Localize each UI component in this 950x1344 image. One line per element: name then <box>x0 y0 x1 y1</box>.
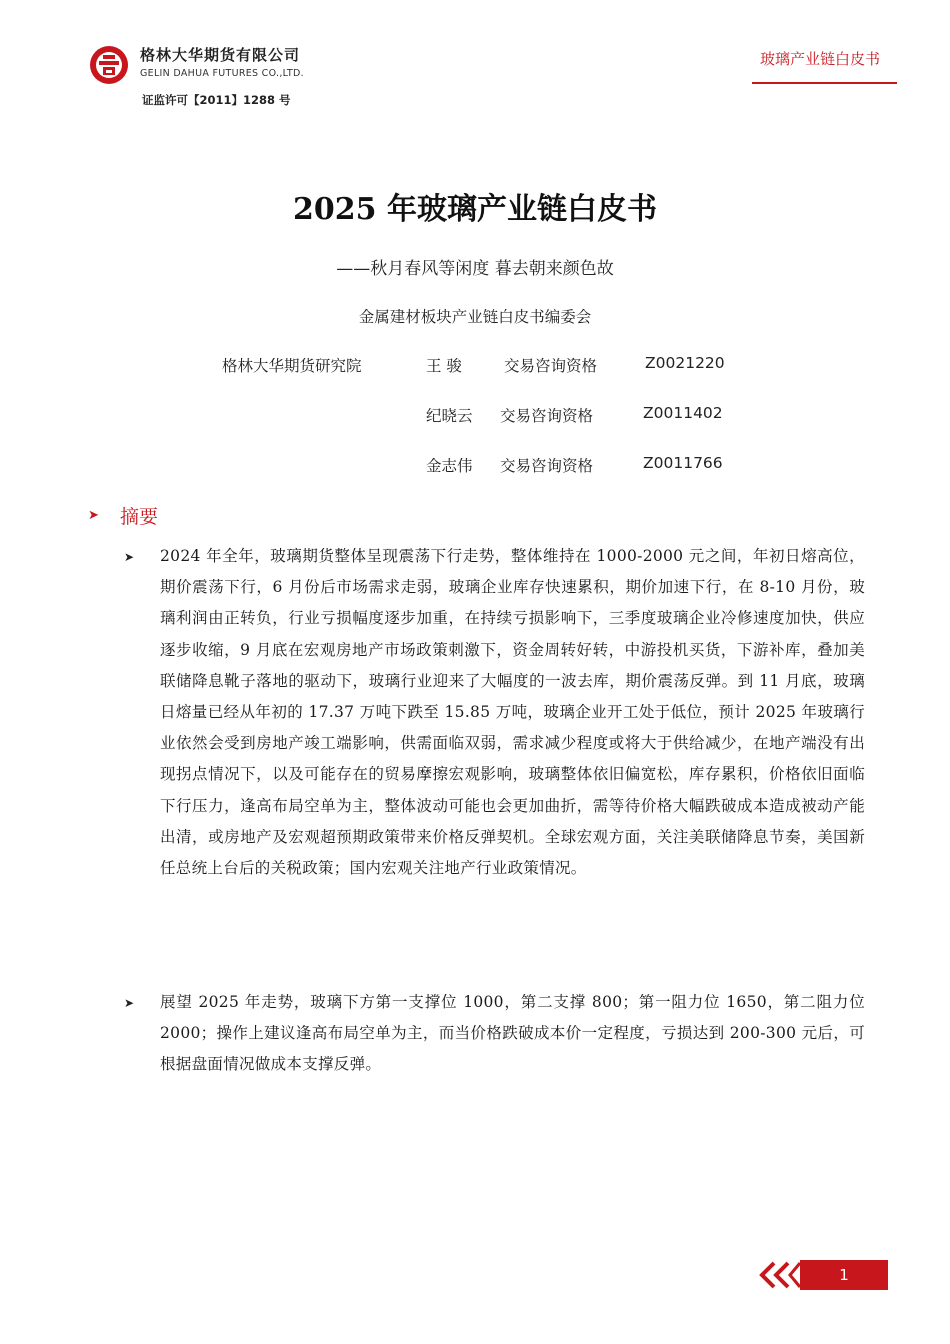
summary-paragraph: 2024 年全年，玻璃期货整体呈现震荡下行走势，整体维持在 1000-2000 元之间，年初日熔高位，期价震荡下行，6 月份后市场需求走弱，玻璃企业库存快速累积，期价加速下行，在 8-10 月份，玻璃利润由正转负，行业亏损幅度逐步加重，在持续亏损影响下，三季度玻璃企业冷修速度加快，供应逐步收缩，9 月底在宏观房地产市场政策刺激下，资金周转好转，中游投机买货，下游补库，叠加美联储降息靴子落地的驱动下，玻璃行业迎来了大幅度的一波去库，期价震荡反弹。到 11 月底，玻璃日熔量已经从年初的 17.37 万吨下跌至 15.85 万吨，玻璃企业开工处于低位，预计 2025 年玻璃行业依然会受到房地产竣工端影响，供需面临双弱，需求减少程度或将大于供给减少，在地产端没有出现拐点情况下，以及可能存在的贸易摩擦宏观影响，玻璃整体依旧偏宽松，库存累积，价格依旧面临下行压力，逢高布局空单为主，整体波动可能也会更加曲折，需等待价格大幅跌破成本造成被动产能出清，或房地产及宏观超预期政策带来价格反弹契机。全球宏观方面，关注美联储降息节奏，美国新任总统上台后的关税政策；国内宏观关注地产行业政策情况。 <box>160 547 865 878</box>
company-name-en: GELIN DAHUA FUTURES CO.,LTD. <box>140 68 304 79</box>
summary-paragraph: 展望 2025 年走势，玻璃下方第一支撑位 1000，第二支撑 800；第一阻力位 1650，第二阻力位 2000；操作上建议逢高布局空单为主，而当价格跌破成本价一定程度，亏损达到 200-300 元后，可根据盘面情况做成本支撑反弹。 <box>160 993 865 1074</box>
author-qualification: 交易咨询资格 <box>500 457 594 475</box>
author-qualification: 交易咨询资格 <box>504 357 598 375</box>
gelin-dahua-logo-icon <box>88 44 130 86</box>
author-id: Z0011402 <box>643 404 723 422</box>
license-number: 证监许可【2011】1288 号 <box>142 93 291 107</box>
header-divider <box>752 82 897 84</box>
company-name-cn: 格林大华期货有限公司 <box>140 46 301 64</box>
page-subtitle: ——秋月春风等闲度 暮去朝来颜色故 <box>336 259 614 279</box>
doc-tag: 玻璃产业链白皮书 <box>759 50 880 68</box>
page-number: 1 <box>800 1260 888 1290</box>
author-name: 王 骏 <box>426 357 462 375</box>
author-id: Z0011766 <box>643 454 723 472</box>
page-title: 2025 年玻璃产业链白皮书 <box>293 192 657 227</box>
author-qualification: 交易咨询资格 <box>500 407 594 425</box>
double-chevron-left-icon <box>758 1260 800 1290</box>
author-name: 纪晓云 <box>426 407 473 425</box>
bullet-arrow-icon: ➤ <box>124 996 135 1010</box>
section-arrow-icon: ➤ <box>88 508 99 523</box>
author-id: Z0021220 <box>645 354 725 372</box>
committee-name: 金属建材板块产业链白皮书编委会 <box>358 308 592 326</box>
bullet-arrow-icon: ➤ <box>124 550 135 564</box>
institute-name: 格林大华期货研究院 <box>222 357 362 375</box>
summary-heading: 摘要 <box>120 506 159 528</box>
author-name: 金志伟 <box>426 457 473 475</box>
